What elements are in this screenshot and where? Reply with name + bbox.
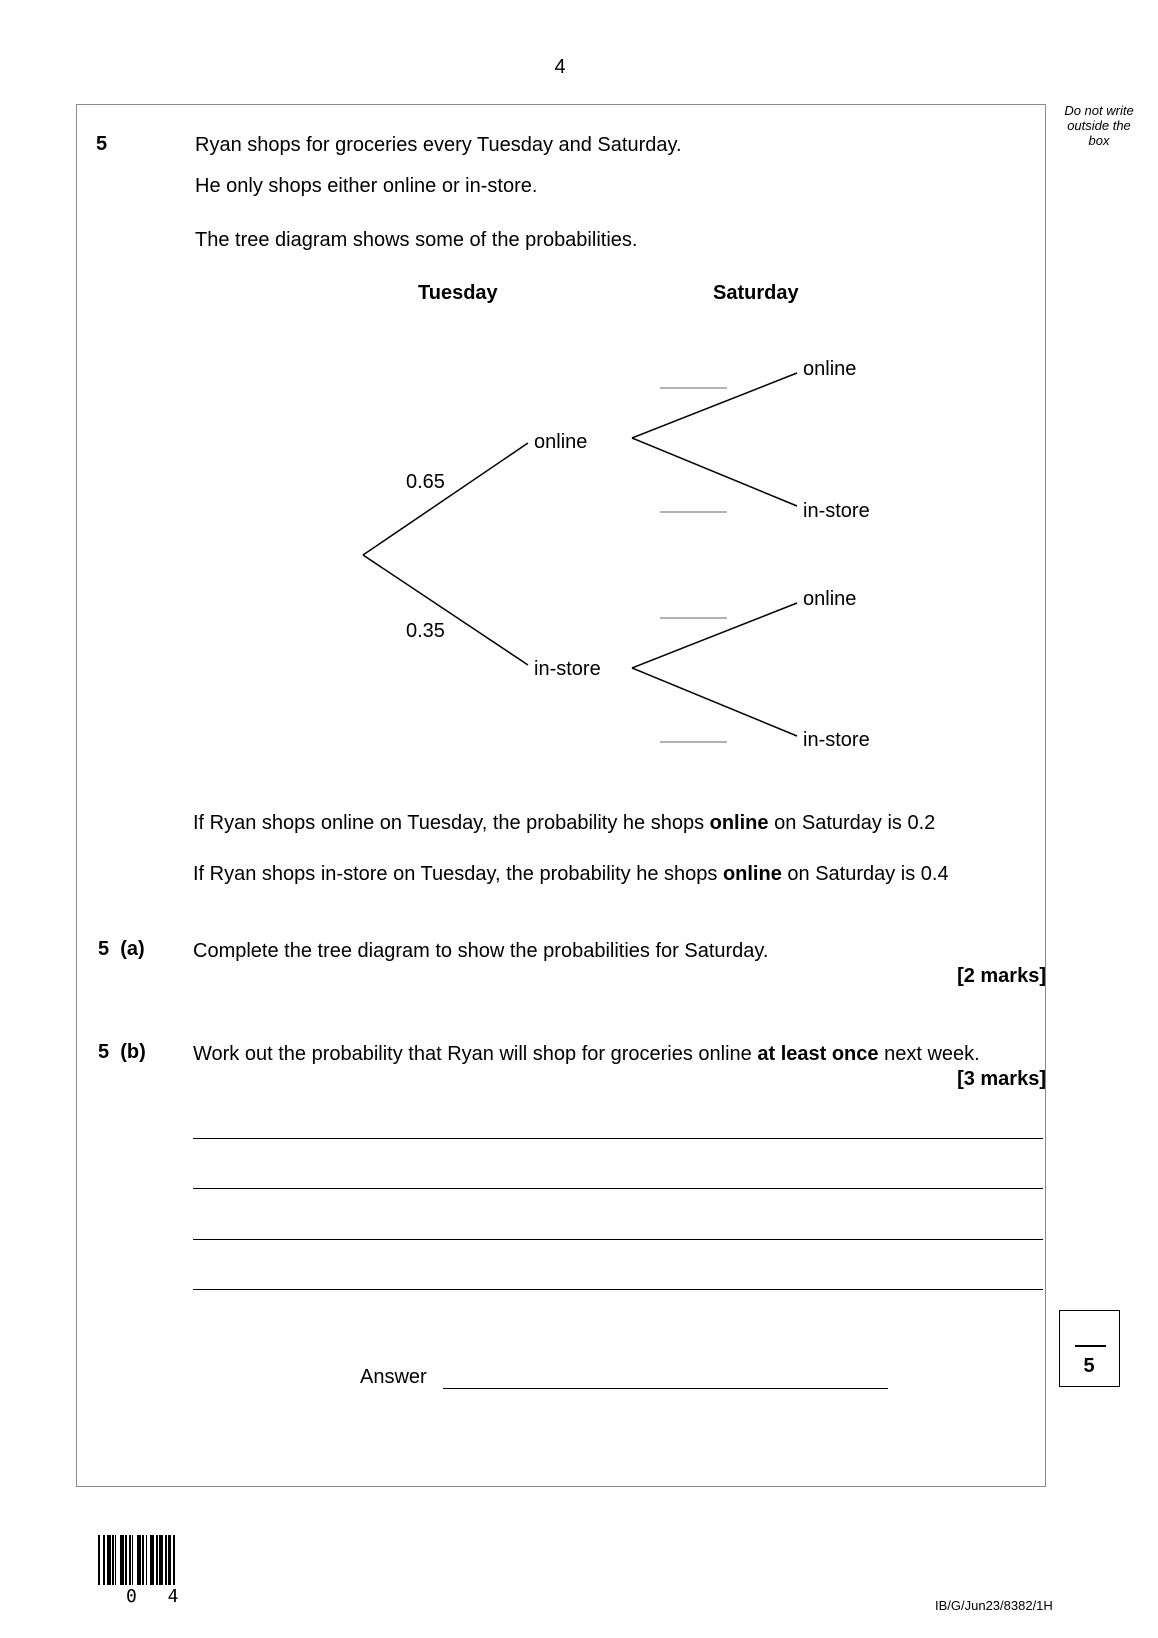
condition-1-text: If Ryan shops online on Tuesday, the probability he shops	[193, 812, 710, 834]
part-b-text	[193, 1043, 980, 1066]
condition-2-tail: on Saturday is 0.4	[781, 863, 949, 885]
paper-reference: IB/G/Jun23/8382/1H	[935, 1598, 1053, 1613]
intro-line-3: The tree diagram shows some of the probabilities.	[195, 229, 638, 251]
page-number: 4	[554, 56, 566, 78]
answer-field[interactable]	[443, 1388, 888, 1389]
outcome-tuesday-instore: in-store	[534, 658, 601, 680]
outcome-sat-instore-2: in-store	[803, 729, 870, 751]
part-b-label: 5 (b)	[98, 1041, 146, 1063]
intro-line-2: He only shops either online or in-store.	[195, 175, 538, 197]
score-box	[1059, 1310, 1120, 1387]
barcode-icon	[98, 1535, 203, 1585]
outcome-sat-online-1: online	[803, 358, 857, 380]
answer-label: Answer	[360, 1366, 427, 1388]
condition-2	[193, 863, 949, 886]
part-b-text-end: next week.	[878, 1043, 980, 1065]
working-line-3[interactable]	[193, 1239, 1043, 1240]
tree-header-tuesday: Tuesday	[418, 282, 498, 304]
score-bar	[1075, 1345, 1106, 1347]
condition-1-bold: online	[709, 812, 769, 834]
intro-line-1: Ryan shops for groceries every Tuesday and Saturday.	[195, 134, 682, 156]
condition-2-text: If Ryan shops in-store on Tuesday, the probability he shops	[193, 863, 723, 885]
condition-1-tail: on Saturday is 0.2	[768, 812, 936, 834]
margin-note: Do not write outside the box	[1064, 103, 1134, 148]
prob-tuesday-online: 0.65	[406, 471, 445, 493]
part-a-text: Complete the tree diagram to show the probabilities for Saturday.	[193, 940, 769, 962]
condition-1	[193, 812, 935, 835]
blank-prob-sat-online-1[interactable]	[660, 368, 727, 388]
barcode-digits: 0 4	[126, 1586, 189, 1607]
outcome-tuesday-online: online	[534, 431, 588, 453]
part-a-label: 5 (a)	[98, 938, 145, 960]
blank-prob-sat-online-2[interactable]	[660, 598, 727, 618]
prob-tuesday-instore: 0.35	[406, 620, 445, 642]
score-total: 5	[1083, 1355, 1095, 1377]
condition-2-bold: online	[722, 863, 782, 885]
tree-header-saturday: Saturday	[713, 282, 799, 304]
blank-prob-sat-instore-2[interactable]	[660, 722, 727, 742]
part-b-marks: [3 marks]	[957, 1068, 1046, 1090]
working-line-4[interactable]	[193, 1289, 1043, 1290]
blank-prob-sat-instore-1[interactable]	[660, 492, 727, 512]
question-number: 5	[96, 133, 108, 155]
working-line-1[interactable]	[193, 1138, 1043, 1139]
part-a-marks: [2 marks]	[957, 965, 1046, 987]
part-b-text-start: Work out the probability that Ryan will shop for groceries online	[193, 1043, 758, 1065]
outcome-sat-online-2: online	[803, 588, 857, 610]
part-b-text-bold: at least once	[757, 1043, 879, 1065]
outcome-sat-instore-1: in-store	[803, 500, 870, 522]
working-line-2[interactable]	[193, 1188, 1043, 1189]
